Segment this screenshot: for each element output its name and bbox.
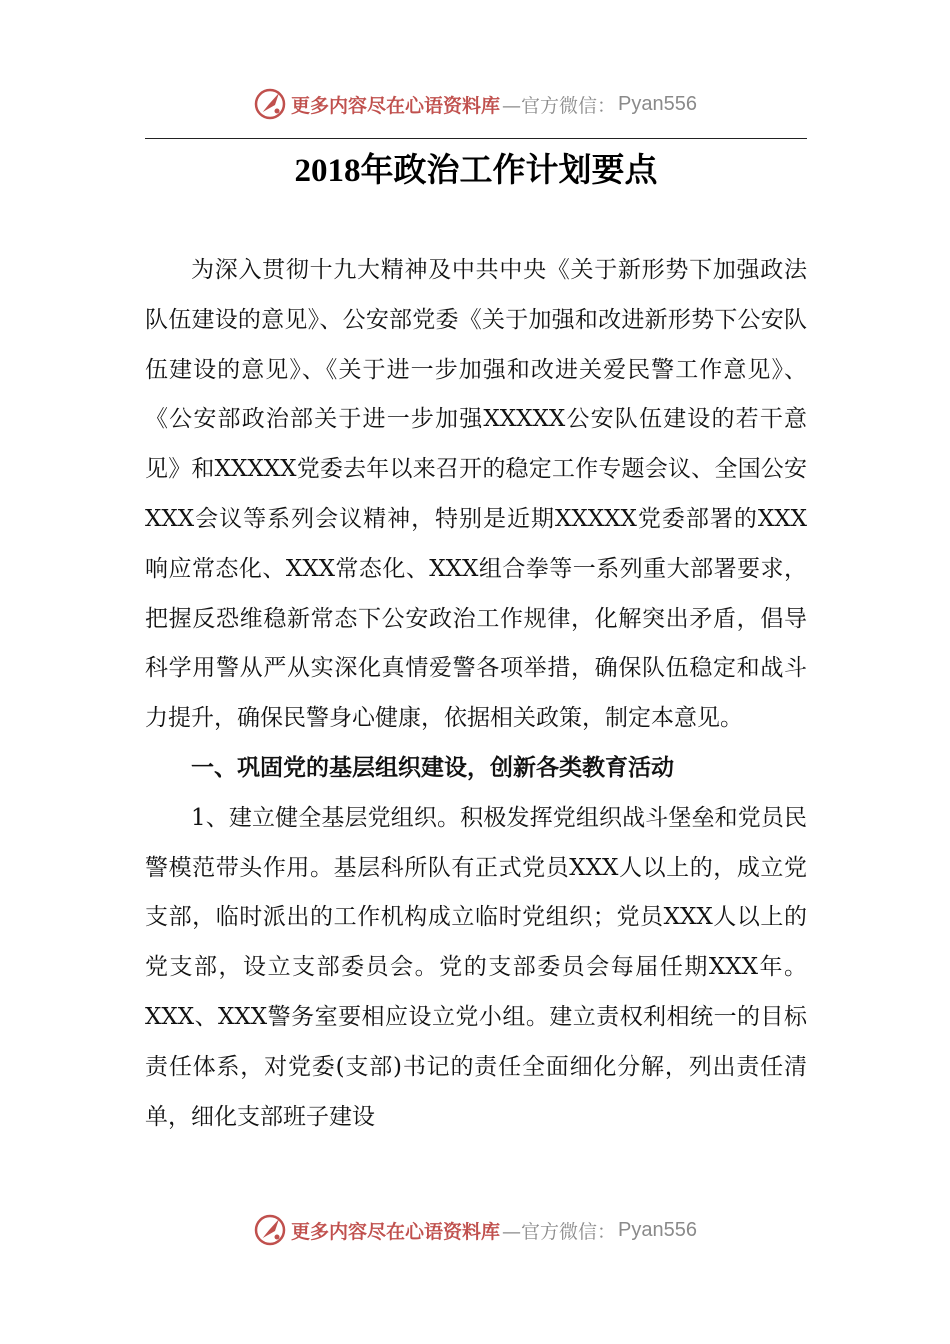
footer-brand-text: 更多内容尽在心语资料库 <box>291 1220 501 1243</box>
header-divider <box>145 138 807 139</box>
document-title: 2018年政治工作计划要点 <box>294 153 658 189</box>
quill-logo-icon <box>253 1213 287 1247</box>
quill-logo-icon <box>253 87 287 121</box>
item-paragraph: 1、建立健全基层党组织。积极发挥党组织战斗堡垒和党员民警模范带头作用。基层科所队有正式党员XXX人以上的，成立党支部，临时派出的工作机构成立临时党组织；党员XXX人以上的党支部，设立支部委员会。党的支部委员会每届任期XXX年。XXX、XXX警务室要相应设立党小组。建立责权利相统一的目标责任体系，对党委(支部)书记的责任全面细化分解，列出责任清单，细化支部班子建设 <box>145 804 807 1130</box>
document-body <box>145 246 807 1142</box>
footer-banner <box>0 1210 950 1250</box>
footer-wechat-label: —官方微信： <box>502 1220 617 1243</box>
header-brand-text: 更多内容尽在心语资料库 <box>291 94 501 117</box>
intro-paragraph: 为深入贯彻十九大精神及中共中央《关于新形势下加强政法队伍建设的意见》、公安部党委《关于加强和改进新形势下公安队伍建设的意见》、《关于进一步加强和改进关爱民警工作意见》、《公安部政治部关于进一步加强XXXXX公安队伍建设的若干意见》和XXXXX党委去年以来召开的稳定工作专题会议、全国公安XXX会议等系列会议精神，特别是近期XXXXX党委部署的XXX响应常态化、XXX常态化、XXX组合拳等一系列重大部署要求，把握反恐维稳新常态下公安政治工作规律，化解突出矛盾，倡导科学用警从严从实深化真情爱警各项举措，确保队伍稳定和战斗力提升，确保民警身心健康，依据相关政策，制定本意见。 <box>145 257 807 732</box>
header-wechat-id: Pyan556 <box>618 92 697 115</box>
header-banner <box>0 84 950 124</box>
header-wechat-label: —官方微信： <box>502 94 617 117</box>
section-heading: 一、巩固党的基层组织建设，创新各类教育活动 <box>191 754 674 781</box>
footer-wechat-id: Pyan556 <box>618 1218 697 1241</box>
